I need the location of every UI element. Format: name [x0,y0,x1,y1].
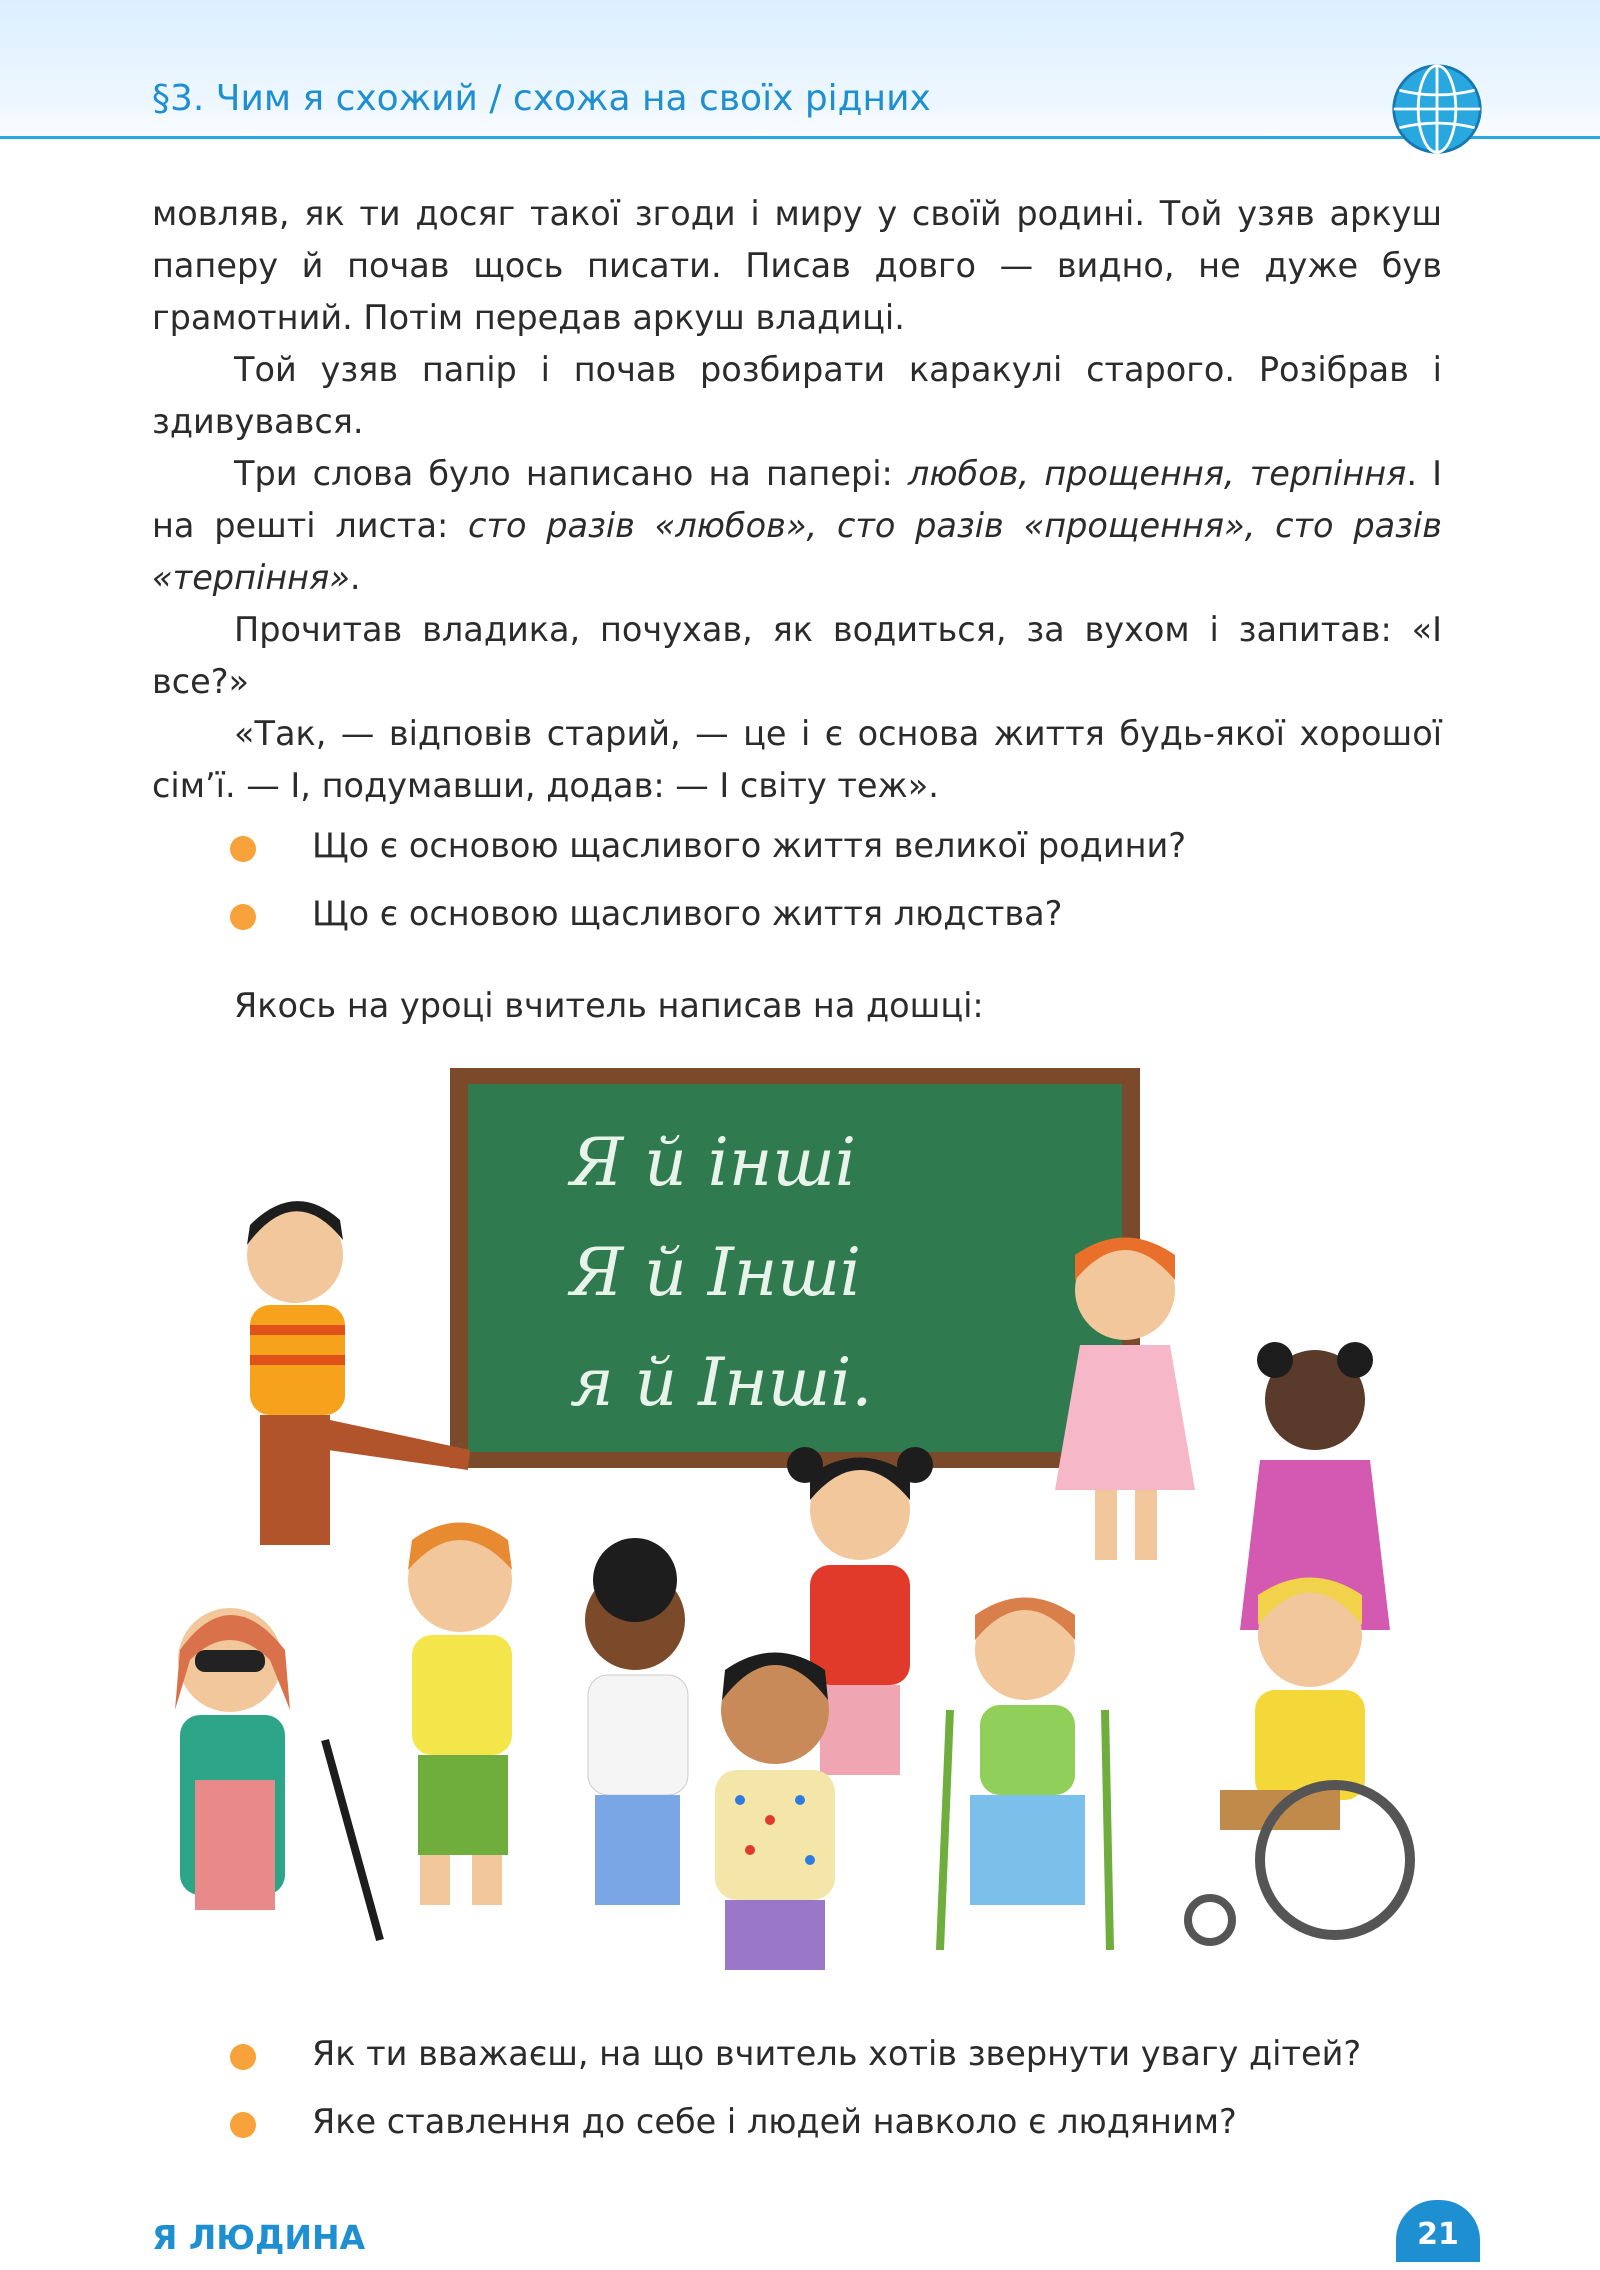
section-title: §3. Чим я схожий / схожа на своїх рідних [152,78,931,119]
question-item: Що є основою щасливого життя людства? [232,888,1462,956]
bullet-icon [230,836,256,862]
child-boy-yellow [408,1523,512,1906]
question-item: Що є основою щасливого життя великої родини? [232,820,1462,888]
questions-bottom [232,2028,1462,2164]
paragraph-2: Той узяв папір і почав розбирати каракулі старого. Розібрав і здивувався. [152,350,1442,441]
intro-text: Якось на уроці вчитель написав на дошці: [234,986,984,1025]
bullet-icon [230,2112,256,2138]
paragraph-5: «Так, — відповів старий, — це і є основа життя будь-якої хорошої сім’ї. — І, подумавши, додав: — І світу теж». [152,714,1442,805]
question-item: Як ти вважаєш, на що вчитель хотів звернути увагу дітей? [232,2028,1462,2096]
globe-icon [1390,62,1484,156]
blackboard [450,1068,1140,1468]
page-number: 21 [1396,2200,1480,2262]
paragraph-4: Прочитав владика, почухав, як водиться, за вухом і запитав: «І все?» [152,610,1442,701]
header-divider [0,136,1600,139]
child-boy-wheelchair [1188,1578,1410,1943]
child-girl-glasses [175,1608,380,1940]
board-line-2: Я й Інші [570,1234,861,1311]
bullet-icon [230,904,256,930]
story-text [152,188,1442,812]
child-boy-dots [715,1653,835,1971]
classroom-illustration [150,1060,1460,2000]
child-boy-striped [247,1201,470,1545]
questions-top [232,820,1462,956]
page-header [0,0,1600,150]
paragraph-1: мовляв, як ти досяг такої згоди і миру у своїй родині. Той узяв аркуш паперу й почав щось писати. Писав довго — видно, не дуже був грамотний. Потім передав аркуш владиці. [152,194,1442,337]
bullet-icon [230,2044,256,2070]
footer-section-title: Я ЛЮДИНА [152,2218,366,2257]
question-item: Яке ставлення до себе і людей навколо є людяним? [232,2096,1462,2164]
child-boy-white [585,1538,688,1905]
board-line-1: Я й інші [570,1124,856,1201]
child-girl-crutches [940,1598,1110,1951]
board-line-3: я й Інші. [570,1344,873,1421]
child-girl-pink [1055,1238,1195,1561]
paragraph-3: Три слова було написано на папері: любов, прощення, терпіння. І на решті листа: сто разів «любов», сто разів «прощення», сто разів «терпіння». [152,454,1442,597]
